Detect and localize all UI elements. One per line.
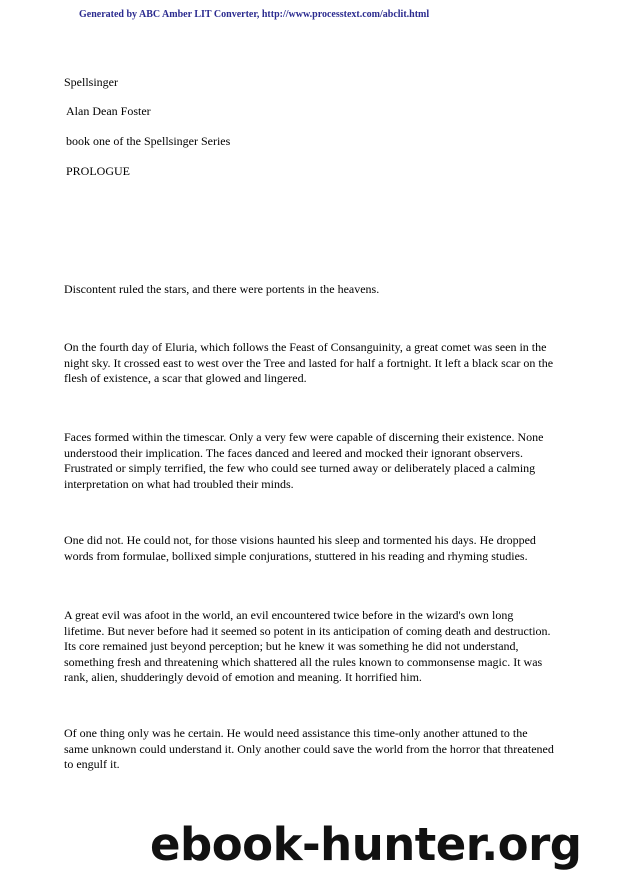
paragraph-1: Discontent ruled the stars, and there were portents in the heavens. — [64, 282, 380, 296]
series-line: book one of the Spellsinger Series — [66, 134, 231, 148]
paragraph-4: One did not. He could not, for those visions haunted his sleep and tormented his days. He dropped words from formulae, bollixed simple conjurations, stuttered in his reading and rhyming studies. — [64, 533, 536, 563]
paragraph-2: On the fourth day of Eluria, which follows the Feast of Consanguinity, a great comet was seen in the night sky. It crossed east to west over the Tree and lasted for half a fortnight. It left a black scar on the flesh of existence, a scar that glowed and lingered. — [64, 340, 554, 385]
book-title: Spellsinger — [64, 75, 118, 89]
section-heading: PROLOGUE — [66, 164, 131, 178]
book-author: Alan Dean Foster — [66, 104, 151, 118]
watermark-text: ebook-hunter.org — [150, 818, 582, 871]
paragraph-5: A great evil was afoot in the world, an evil encountered twice before in the wizard's own long lifetime. But never before had it seemed so potent in its anticipation of coming death and destruction. Its core remained just beyond perception; but he knew it was something he did not understand, something fresh and threatening which shattered all the rules known to commonsense magic. It was rank, alien, shudderingly devoid of emotion and meaning. It horrified him. — [64, 608, 551, 684]
paragraph-3: Faces formed within the timescar. Only a very few were capable of discerning their existence. None understood their implication. The faces danced and leered and mocked their ignorant observers. Frustrated or simply terrified, the few who could see turned away or deliberately placed a calming interpretation on what had troubled their minds. — [64, 430, 544, 491]
converter-banner: Generated by ABC Amber LIT Converter, http://www.processtext.com/abclit.html — [79, 9, 430, 20]
paragraph-6: Of one thing only was he certain. He would need assistance this time-only another attuned to the same unknown could understand it. Only another could save the world from the horror that threatened to engulf it. — [64, 726, 554, 771]
